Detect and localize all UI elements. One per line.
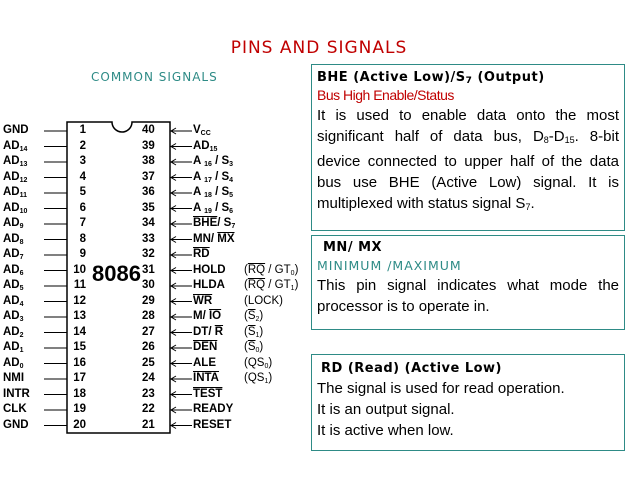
left-pin-number: 13 bbox=[73, 310, 86, 322]
left-pin-name: GND bbox=[3, 418, 29, 431]
left-pin-number: 20 bbox=[73, 418, 86, 431]
max-mode-signal: $(QS_0)$ bbox=[244, 356, 273, 370]
right-pin-name: $\overline{DEN}$ bbox=[193, 341, 218, 353]
right-pin-number: 33 bbox=[142, 232, 155, 245]
right-pin-number: 27 bbox=[142, 325, 155, 338]
left-pin-name: $AD_{12}$ bbox=[3, 170, 28, 184]
left-pin-name: $AD_4$ bbox=[3, 294, 24, 308]
mnmx-heading: MN/ MX bbox=[323, 240, 383, 255]
left-pin-name: $AD_{14}$ bbox=[3, 139, 28, 153]
left-pin-name: $AD_{13}$ bbox=[3, 155, 28, 168]
left-pin-name: $AD_2$ bbox=[3, 325, 24, 339]
right-pin-name: A $_{19} / S_6$ bbox=[193, 201, 234, 215]
section-subtitle: COMMON SIGNALS bbox=[91, 70, 218, 84]
left-pin-name: CLK bbox=[3, 403, 27, 415]
max-mode-signal: $(\overline{S}_2)$ bbox=[244, 310, 264, 323]
right-pin-name: RESET bbox=[193, 418, 232, 431]
right-pin-name: $\overline{BHE}/$ $S_7$ bbox=[193, 217, 236, 230]
left-pin-name: NMI bbox=[3, 372, 25, 384]
right-pin-name: ALE bbox=[193, 356, 216, 369]
rd-heading: RD (Read) (Active Low) bbox=[321, 361, 503, 376]
left-pin-name: $AD_5$ bbox=[3, 279, 24, 292]
rd-line: It is active when low. bbox=[317, 422, 454, 439]
right-pin-number: 35 bbox=[142, 201, 155, 214]
right-pin-number: 32 bbox=[142, 248, 155, 260]
mnmx-body: This pin signal indicates what mode the processor is to operate in. bbox=[317, 277, 619, 315]
left-pin-number: 3 bbox=[79, 155, 86, 167]
right-pin-name: $AD_{15}$ bbox=[193, 139, 218, 153]
right-pin-number: 37 bbox=[142, 170, 155, 183]
left-pin-number: 8 bbox=[79, 232, 86, 245]
left-pin-number: 16 bbox=[73, 356, 86, 369]
mnmx-subheading: MINIMUM /MAXIMUM bbox=[317, 258, 462, 273]
max-mode-signal: $(\overline{RQ} / GT_0)$ bbox=[244, 263, 299, 277]
page-title: PINS AND SIGNALS bbox=[230, 38, 408, 58]
right-pin-number: 40 bbox=[142, 124, 155, 136]
left-pin-number: 7 bbox=[79, 217, 86, 229]
left-pin-number: 19 bbox=[73, 403, 86, 415]
max-mode-signal: $(\overline{S}_0)$ bbox=[244, 341, 264, 354]
max-mode-signal: $(\overline{RQ} / GT_1)$ bbox=[244, 279, 299, 292]
max-mode-signal: $(QS_1)$ bbox=[244, 372, 273, 385]
right-pin-number: 25 bbox=[142, 356, 155, 369]
right-pin-number: 22 bbox=[142, 403, 155, 415]
left-pin-name: $AD_{11}$ bbox=[3, 186, 28, 199]
left-pin-name: $AD_0$ bbox=[3, 356, 24, 370]
mnmx-description-box bbox=[311, 235, 625, 330]
rd-description-box bbox=[311, 354, 625, 451]
bhe-description-box bbox=[311, 64, 625, 231]
left-pin-number: 17 bbox=[73, 372, 86, 384]
right-pin-number: 39 bbox=[142, 139, 155, 152]
right-pin-name: A $_{17} / S_4$ bbox=[193, 170, 234, 184]
left-pin-number: 2 bbox=[79, 139, 86, 152]
right-pin-number: 21 bbox=[142, 418, 155, 431]
left-pin-name: $AD_8$ bbox=[3, 232, 24, 246]
left-pin-number: 11 bbox=[73, 279, 86, 291]
right-pin-number: 34 bbox=[142, 217, 155, 229]
right-pin-number: 26 bbox=[142, 341, 155, 353]
left-pin-name: $AD_6$ bbox=[3, 263, 24, 277]
right-pin-name: $V_{CC}$ bbox=[193, 124, 211, 137]
left-pin-number: 9 bbox=[79, 248, 86, 260]
left-pin-number: 4 bbox=[79, 170, 86, 183]
right-pin-number: 23 bbox=[142, 387, 155, 400]
rd-line: It is an output signal. bbox=[317, 401, 455, 418]
right-pin-name: HOLD bbox=[193, 263, 226, 276]
right-pin-number: 38 bbox=[142, 155, 155, 167]
left-pin-name: $AD_9$ bbox=[3, 217, 24, 230]
right-pin-number: 28 bbox=[142, 310, 155, 322]
right-pin-name: MN/ $\overline{MX}$ bbox=[193, 232, 235, 245]
chip-label: 8086 bbox=[92, 261, 141, 286]
right-pin-number: 31 bbox=[142, 263, 155, 276]
left-pin-number: 1 bbox=[79, 124, 86, 136]
right-pin-name: READY bbox=[193, 403, 234, 415]
left-pin-number: 14 bbox=[73, 325, 86, 338]
left-pin-name: $AD_3$ bbox=[3, 310, 24, 323]
right-pin-number: 30 bbox=[142, 279, 155, 291]
right-pin-name: $\overline{WR}$ bbox=[193, 294, 213, 307]
left-pin-number: 10 bbox=[73, 263, 86, 276]
max-mode-signal: (LOCK) bbox=[244, 294, 283, 307]
right-pin-name: A $_{18} / S_5$ bbox=[193, 186, 234, 199]
bhe-subheading: Bus High Enable/Status bbox=[317, 87, 454, 103]
left-pin-number: 5 bbox=[79, 186, 86, 198]
right-pin-name: M/ $\overline{IO}$ bbox=[193, 310, 222, 322]
right-pin-name: $\overline{RD}$ bbox=[193, 248, 210, 260]
right-pin-number: 29 bbox=[142, 294, 155, 307]
right-pin-number: 36 bbox=[142, 186, 155, 198]
right-pin-name: A $_{16} / S_3$ bbox=[193, 155, 234, 168]
right-pin-name: HLDA bbox=[193, 279, 225, 291]
right-pin-name: DT/ $\overline{R}$ bbox=[193, 325, 224, 338]
left-pin-name: GND bbox=[3, 124, 29, 136]
bhe-heading: BHE (Active $Low)/S_7$ (Output) bbox=[317, 70, 545, 86]
left-pin-number: 6 bbox=[79, 201, 86, 214]
left-pin-number: 12 bbox=[73, 294, 86, 307]
left-pin-name: $AD_{10}$ bbox=[3, 201, 28, 215]
right-pin-name: INTA bbox=[193, 372, 219, 384]
bhe-body: It is used to enable data onto the most significant half of data bus, $D_8-D_{15}$. 8-bit device connected to upper half of the data bus use BHE (Active Low) signal. It is multiplexed with status signal $S_7$. bbox=[317, 107, 619, 212]
left-pin-name: $AD_1$ bbox=[3, 341, 24, 354]
left-pin-name: INTR bbox=[3, 387, 30, 400]
left-pin-number: 15 bbox=[73, 341, 86, 353]
right-pin-name: TEST bbox=[193, 387, 223, 400]
rd-line: The signal is used for read operation. bbox=[317, 380, 565, 397]
right-pin-number: 24 bbox=[142, 372, 155, 384]
max-mode-signal: $(\overline{S}_1)$ bbox=[244, 325, 264, 339]
left-pin-number: 18 bbox=[73, 387, 86, 400]
left-pin-name: $AD_7$ bbox=[3, 248, 24, 261]
